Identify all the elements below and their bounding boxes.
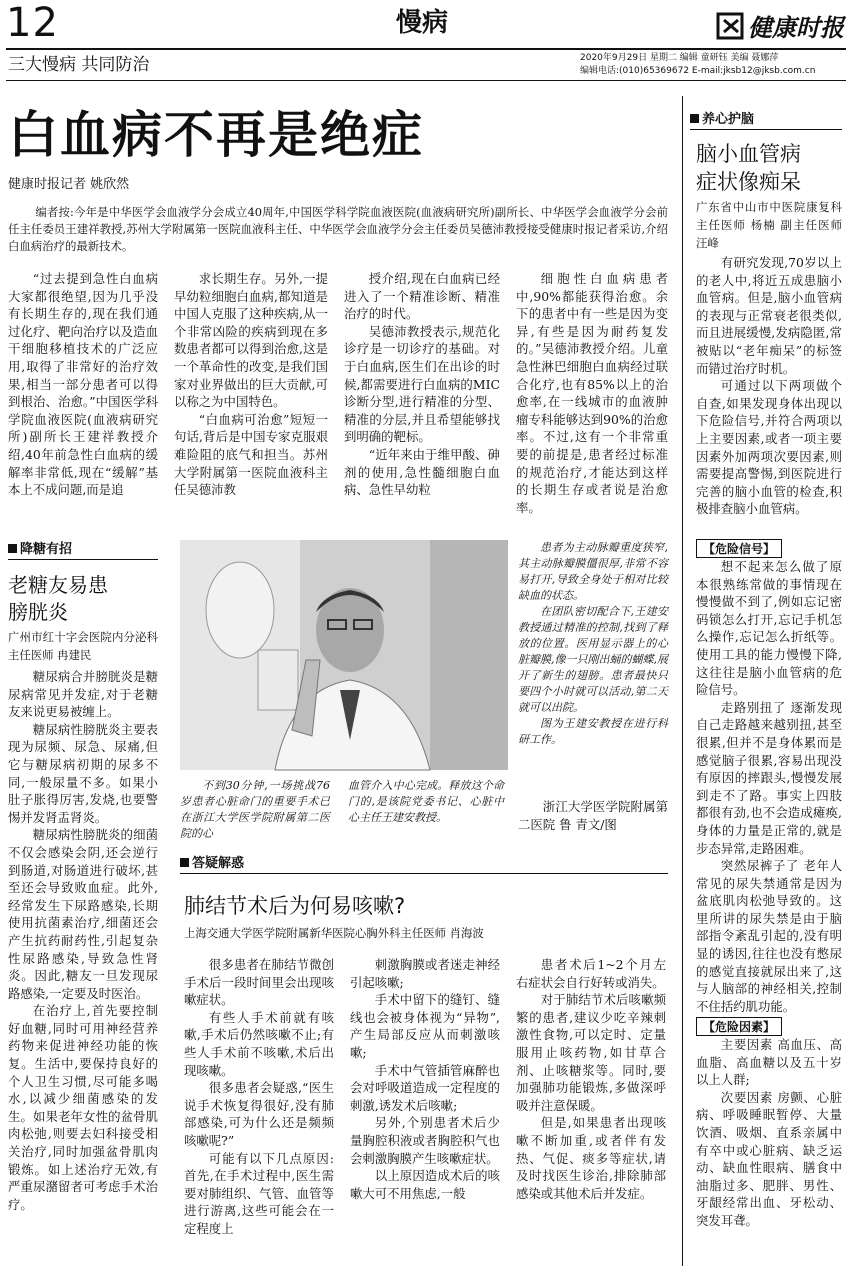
paragraph-group (518, 540, 668, 748)
paragraph: 有研究发现,70岁以上的老人中,将近五成患脑小血管病。但是,脑小血管病的表现与正常衰老很类似,而且进展缓慢,发病隐匿,常被贴以“老年痴呆”的标签而错过治疗时机。 (696, 255, 842, 376)
paragraph: 图为王建安教授在进行科研工作。 (518, 717, 668, 746)
contact-line: 编辑电话:(010)65369672 E-mail:jksb12@jksb.com.cn (580, 66, 816, 76)
section-name: 慢病 (396, 8, 449, 38)
lead-headline: 白血病不再是绝症 (8, 106, 424, 164)
risk-factor-tag: 【危险因素】 (696, 1016, 782, 1036)
photo-credit: 浙江大学医学院附属第二医院 鲁 青文/图 (518, 799, 668, 832)
paragraph: 很多患者会疑惑,“医生说手术恢复得很好,没有肺部感染,可为什么还是频频咳嗽呢?” (184, 1080, 334, 1148)
masthead-rule-bottom (6, 80, 846, 81)
article-small-vessel-title: 脑小血管病 症状像痴呆 (696, 142, 801, 194)
section-square-icon (690, 114, 699, 123)
photo-caption-mid: 血管介入中心完成。释放这个命门的,是该院党委书记、心脏中心主任王建安教授。 (348, 779, 504, 824)
paragraph: 可能有以下几点原因:首先,在手术过程中,医生需要对肺组织、气管、血管等进行游离,这些可能会在一定程度上 (184, 1150, 334, 1236)
paragraph-group (696, 254, 842, 518)
paragraph: “过去提到急性白血病大家都很绝望,因为几乎没有长期生存的,现在我们通过化疗、靶向治疗以及造血干细胞移植技术的广泛应用,取得了非常好的治疗效果,相当一部分患者可以得到根治、治愈。”中国医学科学院血液医院(血液病研究所)副所长王建祥教授介绍,40年前急性白血病的缓解率非常低,现在“缓解”基本上不成问题,而是追 (8, 271, 158, 498)
paragraph: 很多患者在肺结节微创手术后一段时间里会出现咳嗽症状。 (184, 957, 334, 1008)
section-heart-brain: 养心护脑 (690, 108, 842, 130)
section-qa: 答疑解惑 (180, 852, 668, 874)
editor-note: 编者按:今年是中华医学会血液学分会成立40周年,中国医学科学院血液医院(血液病研究所)副所长、中华医学会血液学分会前任主任委员王建祥教授,苏州大学附属第一医院血液科主任、中华医学会血液学分会主任委员吴德沛教授接受健康时报记者采访,介绍白血病治疗的最新技术。 (8, 205, 668, 253)
paragraph-group (696, 1036, 842, 1230)
paragraph: 另外,个别患者术后少量胸腔积液或者胸腔积气也会刺激胸膜产生咳嗽症状。 (350, 1115, 500, 1166)
paragraph-group (516, 270, 668, 516)
paragraph: 走路别扭了 逐渐发现自己走路越来越别扭,甚至很累,但并不是身体累而是感觉脑子很累,容易出现没有原因的摔跟头,慢慢发展到走不了路。事实上四肢都很有劲,也不会造成瘫痪,身体的力量是正常的,就是步态异常,走路困难。 (696, 699, 842, 856)
page-number: 12 (6, 0, 59, 46)
qa-column-1 (184, 956, 334, 1268)
paragraph: 细胞性白血病患者中,90%都能获得治愈。余下的患者中有一些是因为变异,有些是因为耐药复发的。”吴德沛教授介绍。儿童急性淋巴细胞白血病经过联合化疗,也有85%以上的治愈率,在一线城市的血液肿瘤专科能够达到90%的治愈率。不过,这有一个非常重要的前提是,患者经过标准的规范治疗,才能达到这样的长期生存或者说是治愈率。 (516, 271, 668, 515)
paragraph: 对于肺结节术后咳嗽频繁的患者,建议少吃辛辣刺激性食物,可以定时、定量服用止咳药物,如甘草合剂、止咳糖浆等。同时,要加强肺功能锻炼,多做深呼吸并注意保暖。 (516, 992, 666, 1113)
lead-column-4 (516, 270, 668, 515)
lead-byline: 健康时报记者 姚欣然 (8, 177, 130, 192)
paragraph: 患者为主动脉瓣重度狭窄,其主动脉瓣膜僵很厚,非常不容易打开,导致全身处于相对比较缺血的状态。 (518, 541, 668, 602)
masthead-rule (6, 48, 846, 50)
paragraph: 患者术后1~2个月左右症状会自行好转或消失。 (516, 957, 666, 990)
doctor-photo (180, 540, 508, 770)
qa-author: 上海交通大学医学院附属新华医院心胸外科主任医师 肖海波 (184, 926, 484, 940)
article-bladder-title: 老糖友易患 膀胱炎 (8, 573, 108, 624)
danger-signal-tag: 【危险信号】 (696, 538, 782, 558)
paragraph-group (8, 270, 158, 499)
paragraph: “近年来由于维甲酸、砷剂的使用,急性髓细胞白血病、急性早幼粒 (344, 446, 500, 498)
paragraph: 糖尿病性膀胱炎的细菌不仅会感染会阴,还会逆行到肠道,对肠道进行破坏,甚至还会导致败血症。此外,经常发生下尿路感染,长期使用抗菌素治疗,细菌还会产生抗药耐药性,引起复杂性尿路感染,导致急性肾炎。因此,糖友一旦发现尿路感染,一定要及时医治。 (8, 827, 158, 1001)
section-glucose: 降糖有招 (8, 538, 158, 560)
paragraph: 以上原因造成术后的咳嗽大可不用焦虑,一般 (350, 1168, 500, 1201)
danger-signal-body (696, 558, 842, 1014)
lead-column-2 (174, 270, 328, 506)
photo-caption-left: 不到30分钟,一场挑战76岁患者心脏命门的重要手术已在浙江大学医学院附属第二医院的心 (180, 779, 330, 840)
paragraph: 授介绍,现在白血病已经进入了一个精准诊断、精准治疗的时代。 (344, 271, 500, 322)
paragraph: 次要因素 房颤、心脏病、呼吸睡眠暂停、大量饮酒、吸烟、直系亲属中有卒中或心脏病、缺乏运动、缺血性眼病、膳食中油脂过多、肥胖、男性、牙龈经常出血、牙松动、突发耳聋。 (696, 1089, 842, 1228)
paragraph: 但是,如果患者出现咳嗽不断加重,或者伴有发热、气促、痰多等症状,请及时找医生诊治,排除肺部感染或其他术后并发症。 (516, 1115, 666, 1201)
paragraph: 想不起来怎么做了原本很熟练常做的事情现在慢慢做不到了,例如忘记密码锁怎么打开,忘记手机怎么操作,忘记怎么折纸等。使用工具的能力慢慢下降,这往往是脑小血管病的危险信号。 (696, 559, 842, 698)
paragraph: 主要因素 高血压、高血脂、高血糖以及五十岁以上人群; (696, 1037, 842, 1088)
section-square-icon (8, 544, 17, 553)
newspaper-logo (716, 8, 844, 43)
lead-column-1 (8, 270, 158, 506)
paragraph: 糖尿病合并膀胱炎是糖尿病常见并发症,对于老糖友来说更易被缠上。 (8, 669, 158, 720)
qa-column-3 (516, 956, 666, 1268)
paragraph-group (174, 270, 328, 499)
qa-title: 肺结节术后为何易咳嗽? (184, 894, 406, 918)
paragraph-group (516, 956, 666, 1202)
paragraph: 吴德沛教授表示,规范化诊疗是一切诊疗的基础。对于白血病,医生们在出诊的时候,都需要进行白血病的MIC诊断分型,进行精准的分型、精准的分层,并且希望能够找到明确的靶标。 (344, 323, 500, 445)
paragraph: 可通过以下两项做个自查,如果发现身体出现以下危险信号,并符合两项以上主要因素,或者一项主要因素外加两项次要因素,则需要提高警惕,到医院进行完善的脑小血管的检查,积极排查脑小血管病。 (696, 378, 842, 517)
paragraph-group (350, 956, 500, 1202)
paragraph-group (344, 270, 500, 499)
logo-mark-icon (716, 12, 746, 40)
risk-factor-body (696, 1036, 842, 1266)
section-square-icon (180, 858, 189, 867)
paragraph: 刺激胸膜或者迷走神经引起咳嗽; (350, 957, 500, 990)
paragraph-group (696, 558, 842, 1015)
article-bladder-author: 广州市红十字会医院内分泌科主任医师 冉建民 (8, 630, 158, 662)
article-small-vessel-body (696, 254, 842, 536)
paragraph: 在治疗上,首先要控制好血糖,同时可用神经营养药物来促进神经功能的恢复。生活中,要保持良好的个人卫生习惯,尽可能多喝水,以减少细菌感染的发生。如果老年女性的盆骨肌肉松弛,则要去妇科接受相关治疗,同时加强盆骨肌肉锻炼。如上述治疗无效,有严重尿潴留者可考虑手术治疗。 (8, 1003, 158, 1212)
right-column-divider (682, 96, 683, 1266)
paragraph: 突然尿裤子了 老年人常见的尿失禁通常是因为盆底肌肉松弛导致的。这里所讲的尿失禁是由于脑部指令紊乱引起的,没有明显的诱因,往往也没有憋尿的感觉直接就尿出来了,这与人脑部的神经相关,控制不住括约肌功能。 (696, 858, 842, 1014)
qa-column-2 (350, 956, 500, 1268)
paragraph-group (8, 668, 158, 1213)
paragraph: 在团队密切配合下,王建安教授通过精准的控制,找到了释放的位置。医用显示器上的心脏瓣膜,像一只刚出蛹的蝴蝶,展开了新生的翅膀。患者最快只要四个小时就可以活动,第二天就可以出院。 (518, 605, 668, 714)
date-line: 2020年9月29日 星期二 编辑 童研钰 美编 聂娜萍 (580, 53, 779, 63)
column-title: 三大慢病 共同防治 (8, 55, 150, 75)
logo-text: 健康时报 (748, 13, 844, 42)
paragraph: 手术中留下的缝钉、缝线也会被身体视为“异物”,产生局部反应从而刺激咳嗽; (350, 992, 500, 1060)
paragraph: “白血病可治愈”短短一句话,背后是中国专家克服艰难险阻的底气和担当。苏州大学附属第一医院血液科主任吴德沛教 (174, 411, 328, 498)
paragraph: 求长期生存。另外,一提早幼粒细胞白血病,都知道是中国人克服了这种疾病,从一个非常凶险的疾病到现在多数患者都可以得到治愈,这是一个革命性的改变,是我们国家对业界做出的巨大贡献,可以称之为中国特色。 (174, 271, 328, 410)
paragraph: 糖尿病性膀胱炎主要表现为尿频、尿急、尿痛,但它与糖尿病初期的尿多不同,一般尿量不多。如果小肚子胀得厉害,发烧,也要警惕并发肾盂肾炎。 (8, 721, 158, 825)
doctor-photo-drawing (180, 540, 508, 770)
photo-caption-right (518, 540, 668, 796)
article-bladder-body (8, 668, 158, 1268)
lead-column-3 (344, 270, 500, 506)
paragraph-group (184, 956, 334, 1238)
article-small-vessel-author: 广东省中山市中医院康复科主任医师 杨楠 副主任医师 汪峰 (696, 200, 842, 250)
paragraph: 手术中气管插管麻醉也会对呼吸道造成一定程度的刺激,诱发术后咳嗽; (350, 1062, 500, 1113)
paragraph: 有些人手术前就有咳嗽,手术后仍然咳嗽不止;有些人手术前不咳嗽,术后出现咳嗽。 (184, 1009, 334, 1078)
